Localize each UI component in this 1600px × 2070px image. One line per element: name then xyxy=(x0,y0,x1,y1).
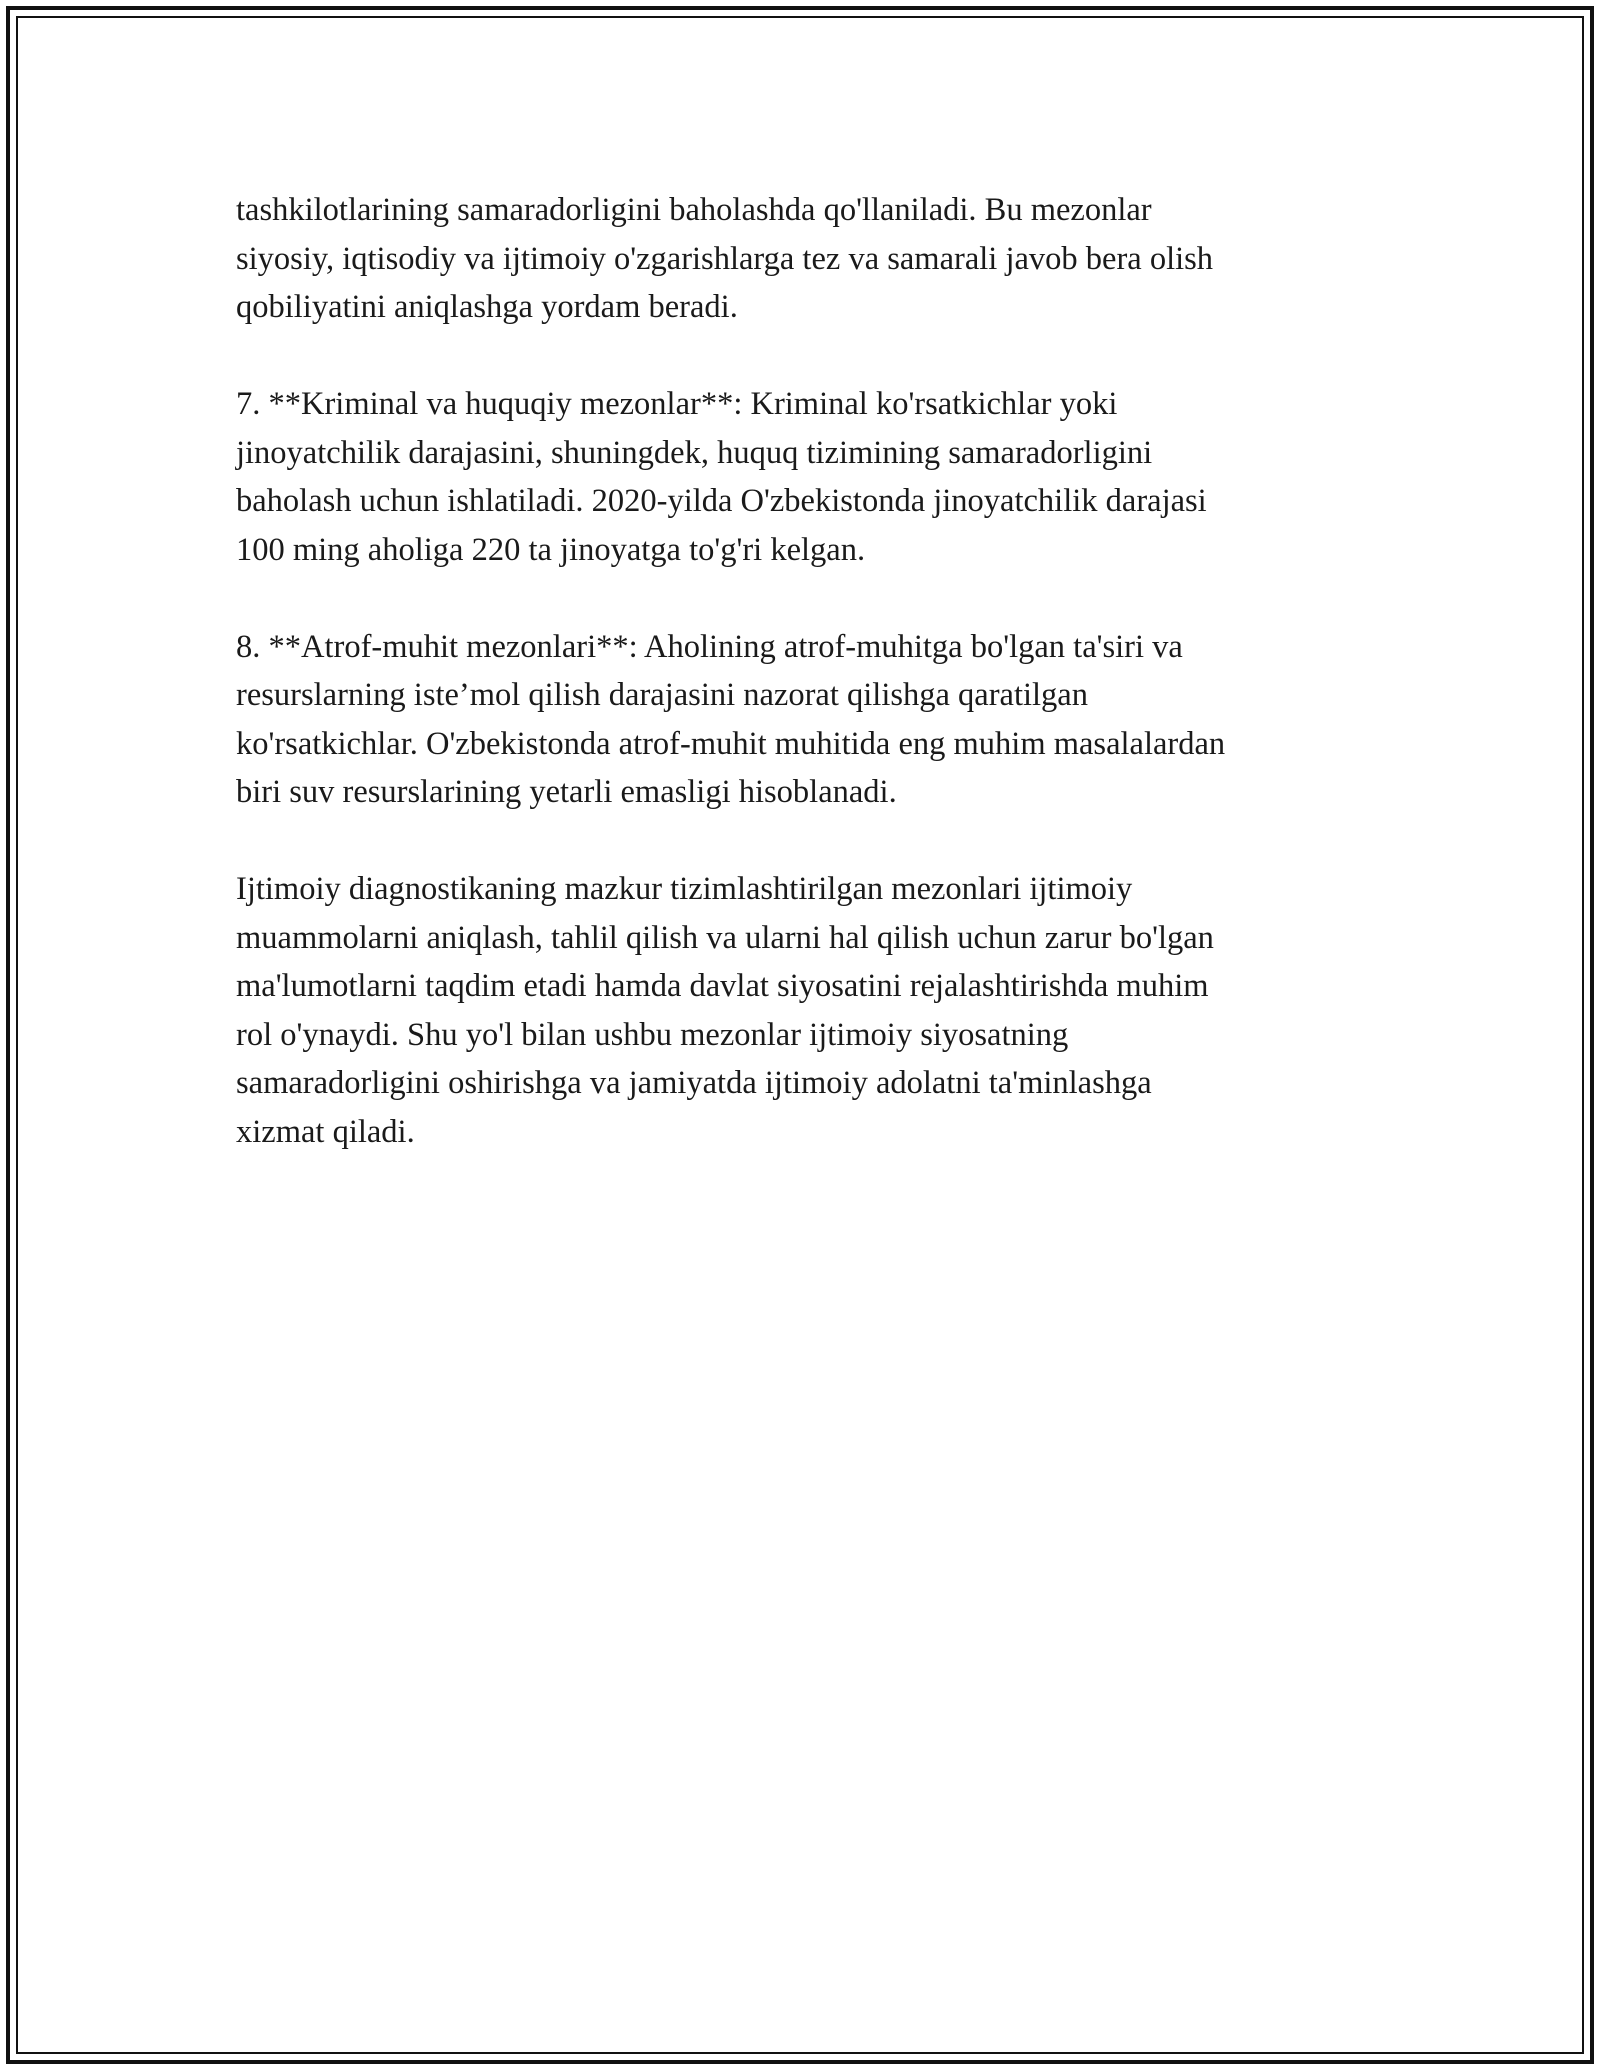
paragraph-criminal-legal-criteria xyxy=(236,380,1386,574)
text-line: qobiliyatini aniqlashga yordam beradi. xyxy=(236,289,738,325)
text-line: 8. **Atrof-muhit mezonlari**: Aholining atrof-muhitga bo'lgan ta'siri va xyxy=(236,628,1183,665)
text-line: biri suv resurslarining yetarli emasligi hisoblanadi. xyxy=(236,774,897,810)
text-line: baholash uchun ishlatiladi. 2020-yilda O'zbekistonda jinoyatchilik darajasi xyxy=(236,483,1207,519)
text-line: ma'lumotlarni taqdim etadi hamda davlat siyosatini rejalashtirishda muhim xyxy=(236,968,1209,1004)
document-body xyxy=(236,186,1386,1156)
text-line: Ijtimoiy diagnostikaning mazkur tizimlashtirilgan mezonlari ijtimoiy xyxy=(236,871,1133,907)
text-line: tashkilotlarining samaradorligini baholashda qo'llaniladi. Bu mezonlar xyxy=(236,192,1152,228)
text-line: siyosiy, iqtisodiy va ijtimoiy o'zgarishlarga tez va samarali javob bera olish xyxy=(236,240,1214,277)
text-line: ko'rsatkichlar. O'zbekistonda atrof-muhit muhitida eng muhim masalalardan xyxy=(236,725,1226,762)
text-line: rol o'ynaydi. Shu yo'l bilan ushbu mezonlar ijtimoiy siyosatning xyxy=(236,1016,1069,1053)
text-line: resurslarning iste’mol qilish darajasini nazorat qilishga qaratilgan xyxy=(236,677,1088,713)
text-line: samaradorligini oshirishga va jamiyatda ijtimoiy adolatni ta'minlashga xyxy=(236,1065,1152,1101)
text-line: muammolarni aniqlash, tahlil qilish va ularni hal qilish uchun zarur bo'lgan xyxy=(236,919,1214,956)
paragraph-conclusion xyxy=(236,865,1386,1156)
text-line: jinoyatchilik darajasini, shuningdek, huquq tizimining samaradorligini xyxy=(236,434,1153,471)
paragraph-continuation xyxy=(236,186,1386,332)
text-line: 7. **Kriminal va huquqiy mezonlar**: Kriminal ko'rsatkichlar yoki xyxy=(236,386,1118,422)
paragraph-environmental-criteria xyxy=(236,623,1386,817)
text-line: 100 ming aholiga 220 ta jinoyatga to'g'ri kelgan. xyxy=(236,531,866,568)
text-line: xizmat qiladi. xyxy=(236,1113,415,1150)
